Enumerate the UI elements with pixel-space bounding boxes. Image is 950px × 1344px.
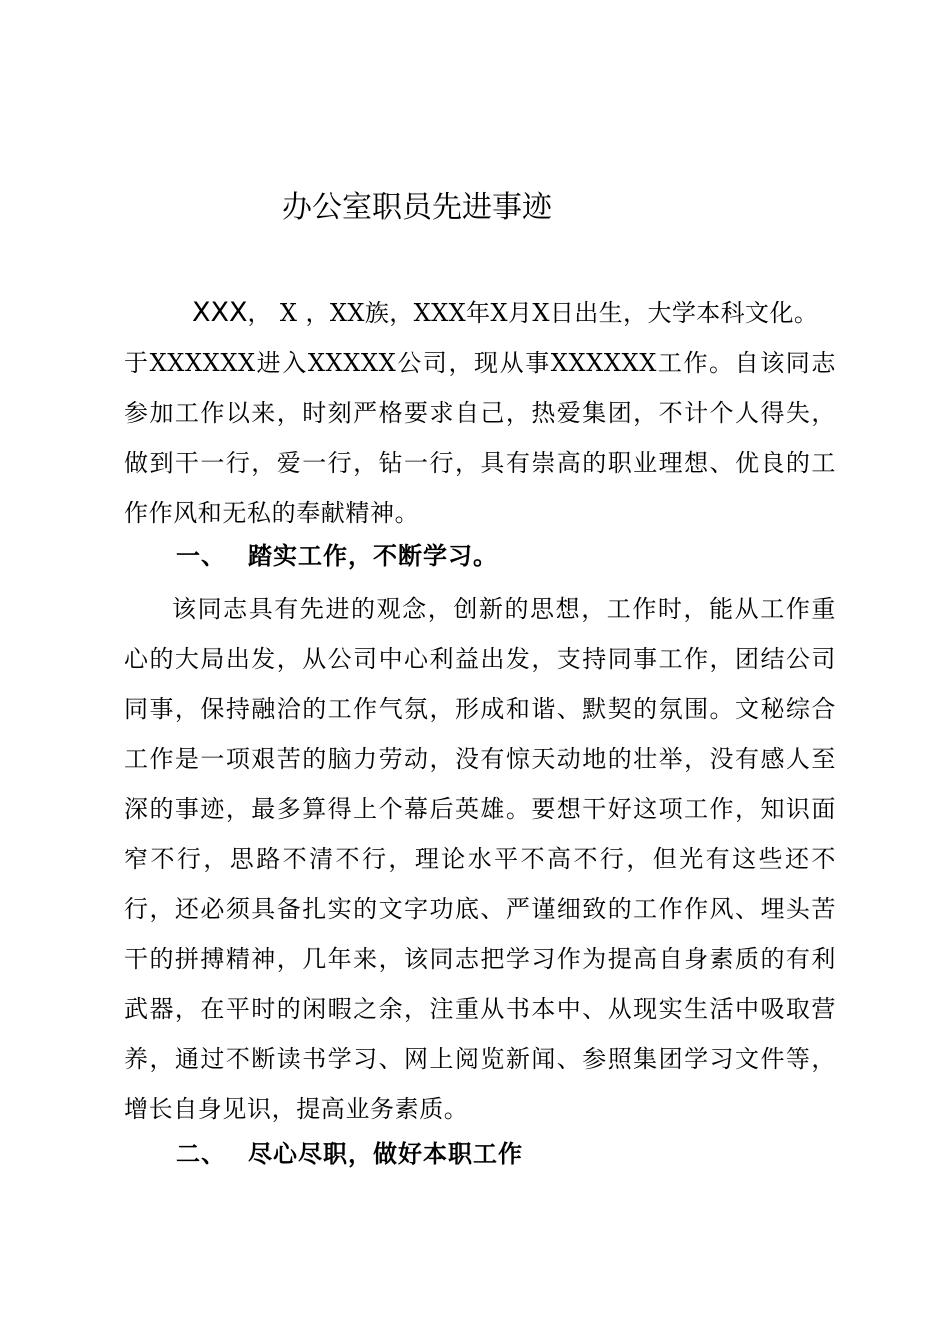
intro-first-line	[124, 288, 836, 338]
document-title: 办公室职员先进事迹	[282, 190, 552, 225]
intro-first-line-text: ， X ，XX族，XXX年X月X日出生，大学本科文化。	[247, 299, 819, 327]
intro-rest-text: 于XXXXXX进入XXXXX公司，现从事XXXXXX工作。自该同志参加工作以来，时刻严格要求自己，热爱集团，不计个人得失，做到干一行，爱一行，钻一行，具有崇高的职业理想、优良的工作作风和无私的奉献精神。	[124, 349, 836, 527]
section-1-number: 一、	[176, 541, 226, 570]
section-1-heading	[176, 536, 498, 576]
intro-paragraph	[124, 288, 836, 538]
section-2-number: 二、	[176, 1139, 226, 1168]
section-2-heading-text: 尽心尽职，做好本职工作	[248, 1139, 523, 1168]
section-1-heading-text: 踏实工作，不断学习。	[248, 541, 498, 570]
section-1-body: 该同志具有先进的观念，创新的思想，工作时，能从工作重心的大局出发，从公司中心利益出发，支持同事工作，团结公司同事，保持融洽的工作气氛，形成和谐、默契的氛围。文秘综合工作是一项艰苦的脑力劳动，没有惊天动地的壮举，没有感人至深的事迹，最多算得上个幕后英雄。要想干好这项工作，知识面窄不行，思路不清不行，理论水平不高不行，但光有这些还不行，还必须具备扎实的文字功底、严谨细致的工作作风、埋头苦干的拼搏精神，几年来，该同志把学习作为提高自身素质的有利武器，在平时的闲暇之余，注重从书本中、从现实生活中吸取营养，通过不断读书学习、网上阅览新闻、参照集团学习文件等，增长自身见识，提高业务素质。	[124, 595, 836, 1123]
section-2-heading	[176, 1134, 523, 1174]
intro-lead: XXX	[192, 297, 248, 328]
